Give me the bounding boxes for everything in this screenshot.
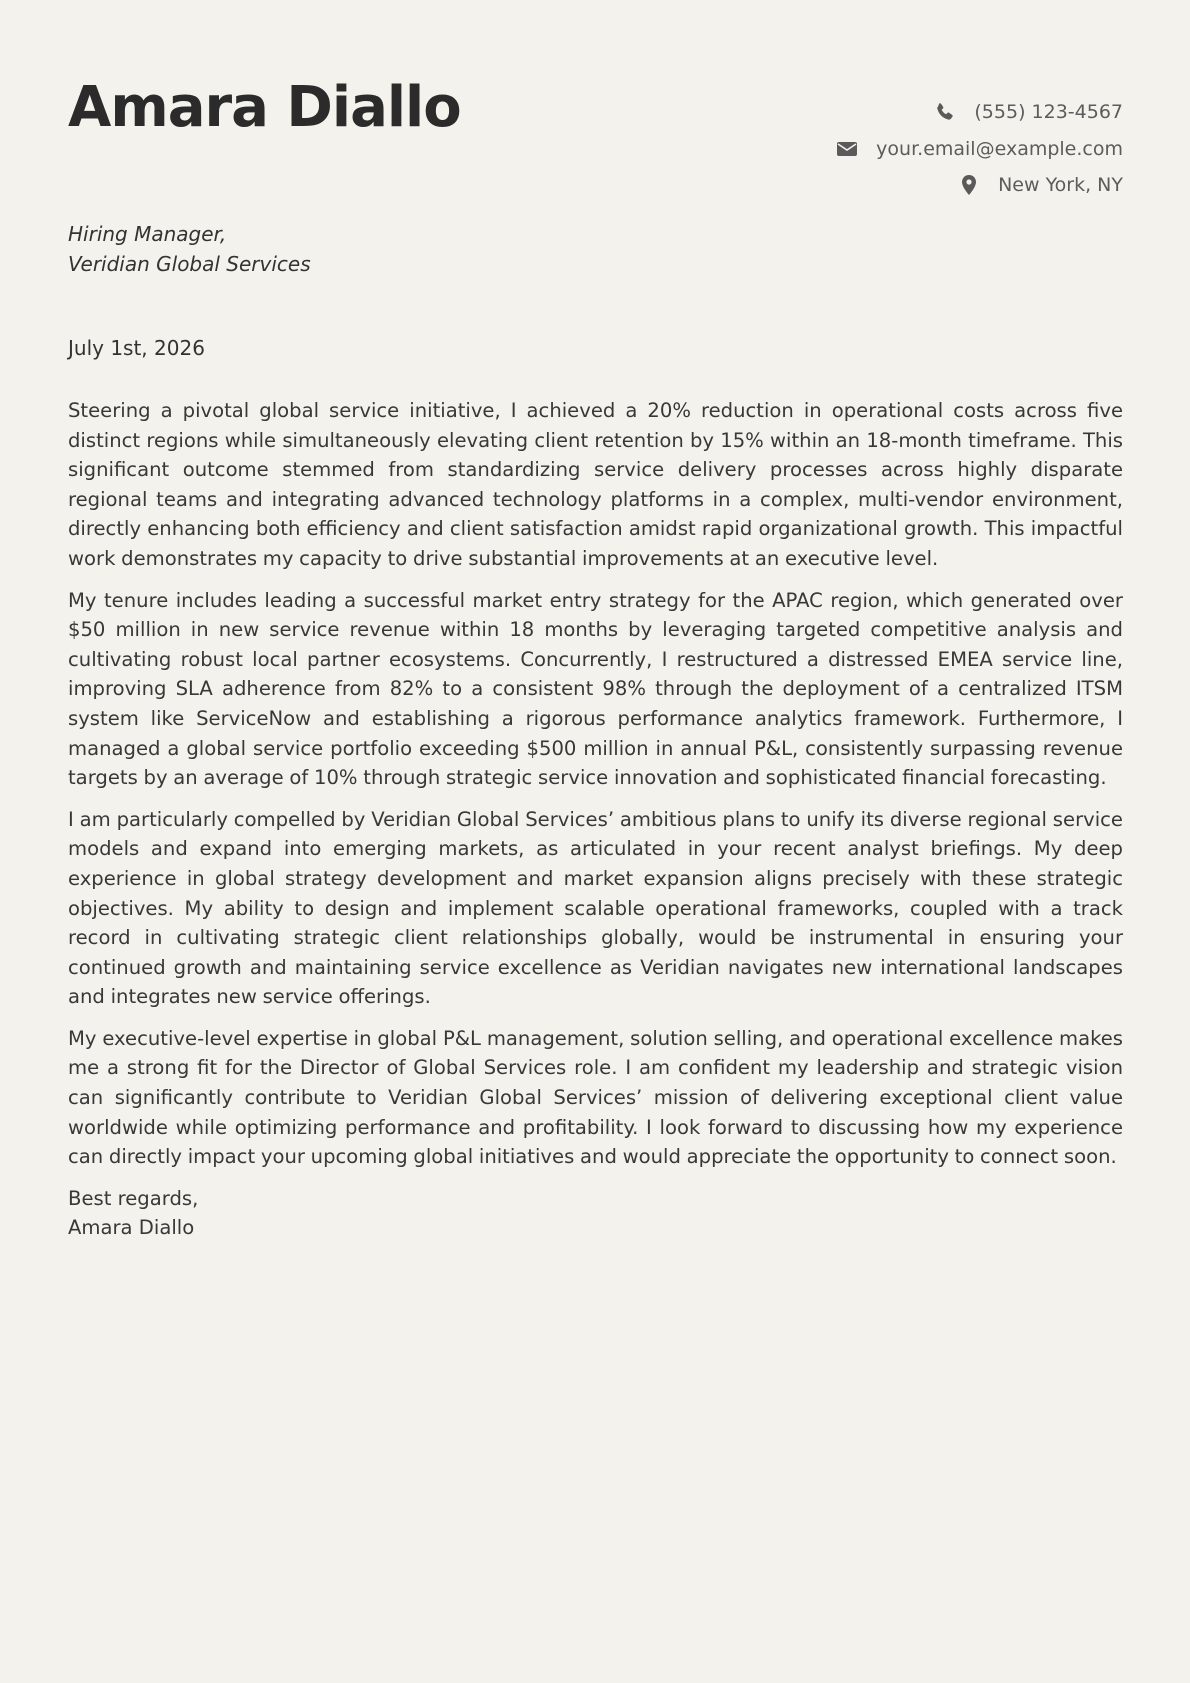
body-paragraph-4: My executive-level expertise in global P&L management, solution selling, and operational excellence makes me a strong fit for the Director of Global Services role. I am confident my leadership and strategic vision can significantly contribute to Veridian Global Services’ mission of delivering exceptional client value worldwide while optimizing performance and profitability. I look forward to discussing how my experience can directly impact your upcoming global initiatives and would appreciate the opportunity to connect soon. — [68, 1026, 1123, 1169]
letter-date: July 1st, 2026 — [68, 336, 205, 360]
applicant-name: Amara Diallo — [68, 75, 461, 140]
recipient-title: Hiring Manager, — [68, 222, 227, 246]
email-address: your.email@example.com — [876, 137, 1123, 160]
phone-number: (555) 123-4567 — [974, 101, 1123, 124]
phone-icon — [934, 101, 956, 123]
recipient-company: Veridian Global Services — [68, 251, 311, 276]
body-paragraph-3: I am particularly compelled by Veridian Global Services’ ambitious plans to unify its diverse regional service models and expand into emerging markets, as articulated in your recent analyst briefings. My deep experience in global strategy development and market expansion aligns precisely with these strategic objectives. My ability to design and implement scalable operational frameworks, coupled with a track record in cultivating strategic client relationships globally, would be instrumental in ensuring your continued growth and maintaining service excellence as Veridian navigates new international landscapes and integrates new service offerings. — [68, 807, 1123, 1009]
contact-phone — [836, 94, 1123, 131]
contact-info — [836, 94, 1123, 204]
cover-letter-page — [68, 72, 1123, 1240]
letter-header — [68, 72, 1123, 202]
body-paragraph-1: Steering a pivotal global service initiative, I achieved a 20% reduction in operational costs across five distinct regions while simultaneously elevating client retention by 15% within an 18-month timeframe. This significant outcome stemmed from standardizing service delivery processes across highly disparate regional teams and integrating advanced technology platforms in a complex, multi-vendor environment, directly enhancing both efficiency and client satisfaction amidst rapid organizational growth. This impactful work demonstrates my capacity to drive substantial improvements at an executive level. — [68, 399, 1123, 570]
envelope-icon — [836, 138, 858, 160]
closing-salutation: Best regards, — [68, 1186, 199, 1210]
map-pin-icon — [958, 174, 980, 196]
closing-block — [68, 1184, 1123, 1243]
letter-body — [68, 396, 1123, 1243]
contact-location — [836, 167, 1123, 204]
closing-signature: Amara Diallo — [68, 1216, 195, 1240]
contact-email — [836, 131, 1123, 168]
recipient-block — [68, 220, 311, 279]
body-paragraph-2: My tenure includes leading a successful market entry strategy for the APAC region, which generated over $50 million in new service revenue within 18 months by leveraging targeted competitive analysis and cultivating robust local partner ecosystems. Concurrently, I restructured a distressed EMEA service line, improving SLA adherence from 82% to a consistent 98% through the deployment of a centralized ITSM system like ServiceNow and establishing a rigorous performance analytics framework. Furthermore, I managed a global service portfolio exceeding $500 million in annual P&L, consistently surpassing revenue targets by an average of 10% through strategic service innovation and sophisticated financial forecasting. — [68, 588, 1123, 790]
location-text: New York, NY — [998, 174, 1123, 197]
